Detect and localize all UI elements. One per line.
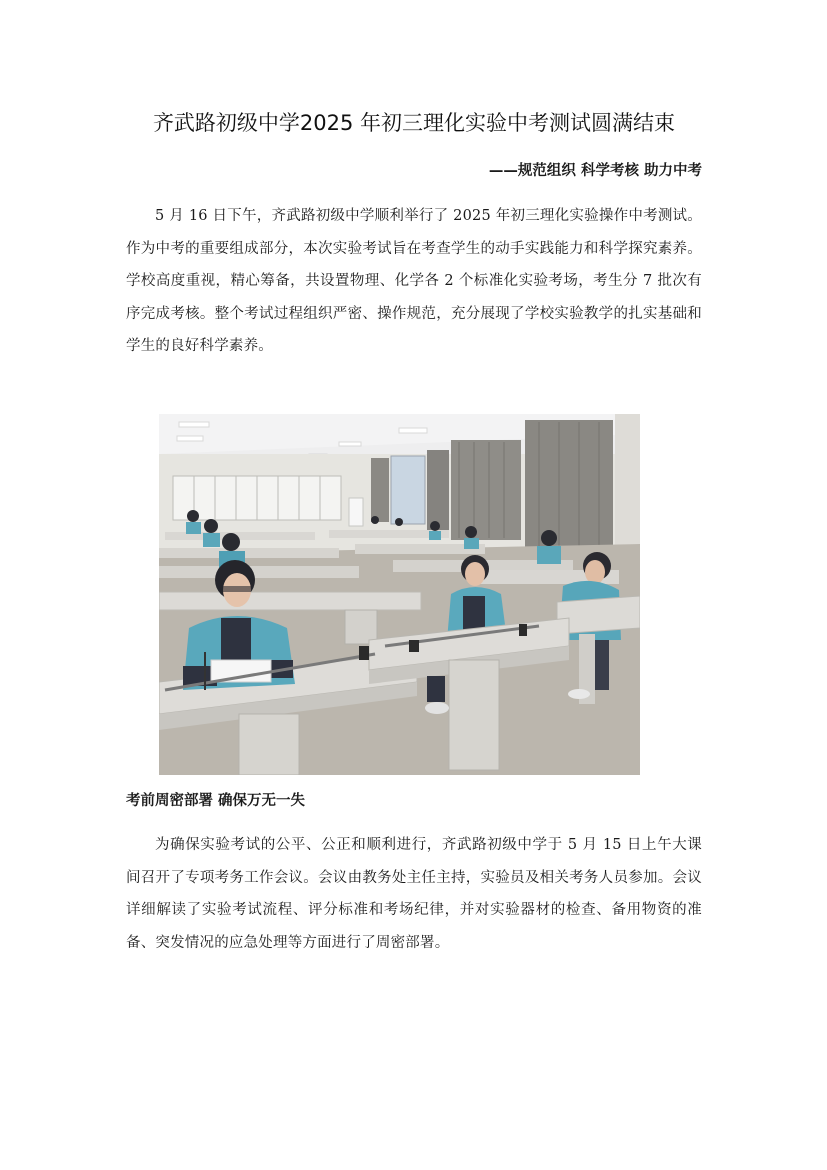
photo-illustration <box>159 414 640 775</box>
section-heading: 考前周密部署 确保万无一失 <box>126 793 306 809</box>
article-subtitle: ——规范组织 科学考核 助力中考 <box>488 163 702 179</box>
intro-paragraph: 5 月 16 日下午，齐武路初级中学顺利举行了 2025 年初三理化实验操作中考测试。作为中考的重要组成部分，本次实验考试旨在考查学生的动手实践能力和科学探究素养。学校高度重视，精心筹备，共设置物理、化学各 2 个标准化实验考场，考生分 7 批次有序完成考核。整个考试过程组织严密、操作规范，充分展现了学校实验教学的扎实基础和学生的良好科学素养。 <box>126 208 702 355</box>
article-title: 齐武路初级中学2025 年初三理化实验中考测试圆满结束 <box>152 111 676 135</box>
classroom-exam-photo <box>159 414 640 775</box>
section-paragraph: 为确保实验考试的公平、公正和顺利进行，齐武路初级中学于 5 月 15 日上午大课间召开了专项考务工作会议。会议由教务处主任主持，实验员及相关考务人员参加。会议详细解读了实验考试流程、评分标准和考场纪律，并对实验器材的检查、备用物资的准备、突发情况的应急处理等方面进行了周密部署。 <box>126 837 702 951</box>
